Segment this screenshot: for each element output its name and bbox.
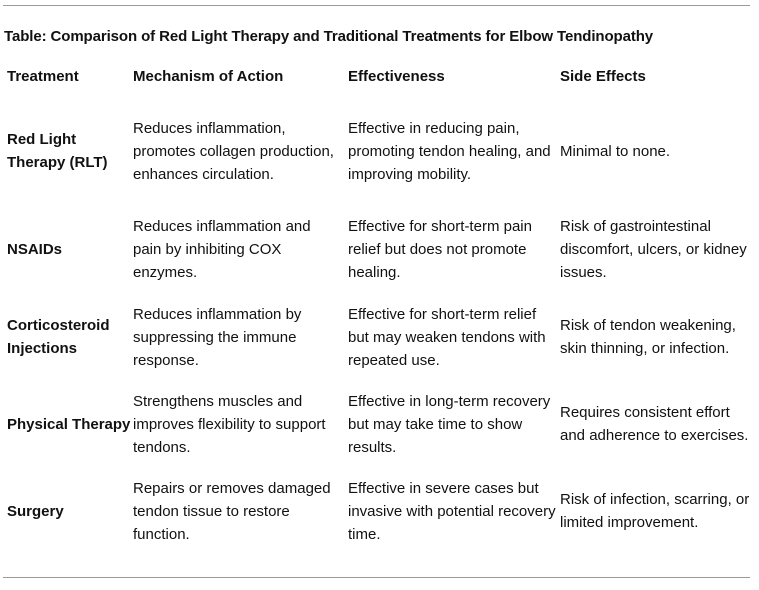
treatment-cell: Red Light Therapy (RLT) (7, 131, 108, 171)
side-effects-cell: Risk of infection, scarring, or limited improvement. (560, 491, 750, 531)
table-row (0, 476, 759, 546)
table-row (0, 214, 759, 284)
side-effects-cell: Requires consistent effort and adherence to exercises. (560, 404, 749, 444)
side-effects-cell: Risk of tendon weakening, skin thinning, or infection. (560, 317, 736, 357)
effectiveness-cell: Effective in severe cases but invasive with potential recovery time. (348, 479, 556, 543)
mechanism-cell: Strengthens muscles and improves flexibility to support tendons. (133, 392, 326, 456)
column-header-side-effects: Side Effects (560, 68, 646, 85)
mechanism-cell: Repairs or removes damaged tendon tissue to restore function. (133, 479, 331, 543)
table-row (0, 389, 759, 459)
table-row (0, 104, 759, 198)
effectiveness-cell: Effective in long-term recovery but may take time to show results. (348, 392, 551, 456)
mechanism-cell: Reduces inflammation and pain by inhibiting COX enzymes. (133, 217, 311, 281)
mechanism-cell: Reduces inflammation by suppressing the immune response. (133, 305, 302, 369)
treatment-cell: Corticosteroid Injections (7, 317, 110, 357)
column-header-effectiveness: Effectiveness (348, 68, 445, 85)
top-rule (3, 5, 750, 6)
treatment-cell: Physical Therapy (7, 415, 131, 433)
bottom-rule (3, 577, 750, 578)
mechanism-cell: Reduces inflammation, promotes collagen production, enhances circulation. (133, 119, 334, 183)
table-row (0, 302, 759, 372)
effectiveness-cell: Effective for short-term relief but may weaken tendons with repeated use. (348, 305, 546, 369)
side-effects-cell: Risk of gastrointestinal discomfort, ulcers, or kidney issues. (560, 217, 747, 281)
treatment-cell: Surgery (7, 502, 64, 520)
table-caption: Table: Comparison of Red Light Therapy and Traditional Treatments for Elbow Tendinopathy (4, 28, 654, 45)
treatment-cell: NSAIDs (7, 240, 63, 258)
column-header-mechanism: Mechanism of Action (133, 68, 284, 85)
effectiveness-cell: Effective in reducing pain, promoting tendon healing, and improving mobility. (348, 119, 551, 183)
effectiveness-cell: Effective for short-term pain relief but does not promote healing. (348, 217, 532, 281)
column-header-treatment: Treatment (7, 68, 79, 85)
side-effects-cell: Minimal to none. (560, 142, 671, 160)
